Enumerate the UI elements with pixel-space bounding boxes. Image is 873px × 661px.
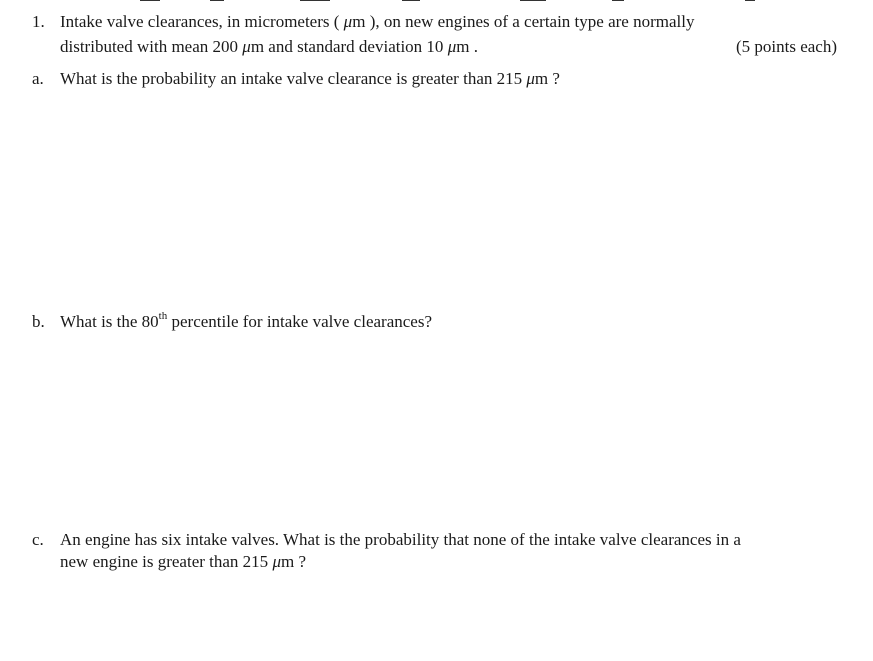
part-b-label: b.: [32, 312, 45, 331]
part-c-question-line-2: new engine is greater than 215 μm ?: [60, 552, 307, 571]
part-a-question: What is the probability an intake valve clearance is greater than 215 μm ?: [60, 69, 560, 88]
part-c-label: c.: [32, 530, 44, 549]
problem-intro-line-2: distributed with mean 200 μm and standard deviation 10 μm .: [60, 37, 478, 56]
clipped-previous-text: [0, 0, 873, 2]
points-label: (5 points each): [735, 37, 837, 56]
part-b-question: What is the 80th percentile for intake valve clearances?: [60, 310, 432, 331]
part-c-question-line-1: An engine has six intake valves. What is the probability that none of the intake valve clearances in a: [60, 530, 741, 549]
part-a-label: a.: [32, 69, 44, 88]
problem-number: 1.: [32, 12, 45, 31]
problem-intro-line-1: Intake valve clearances, in micrometers ( μm ), on new engines of a certain type are normally: [60, 12, 695, 31]
ordinal-superscript: th: [158, 310, 168, 323]
